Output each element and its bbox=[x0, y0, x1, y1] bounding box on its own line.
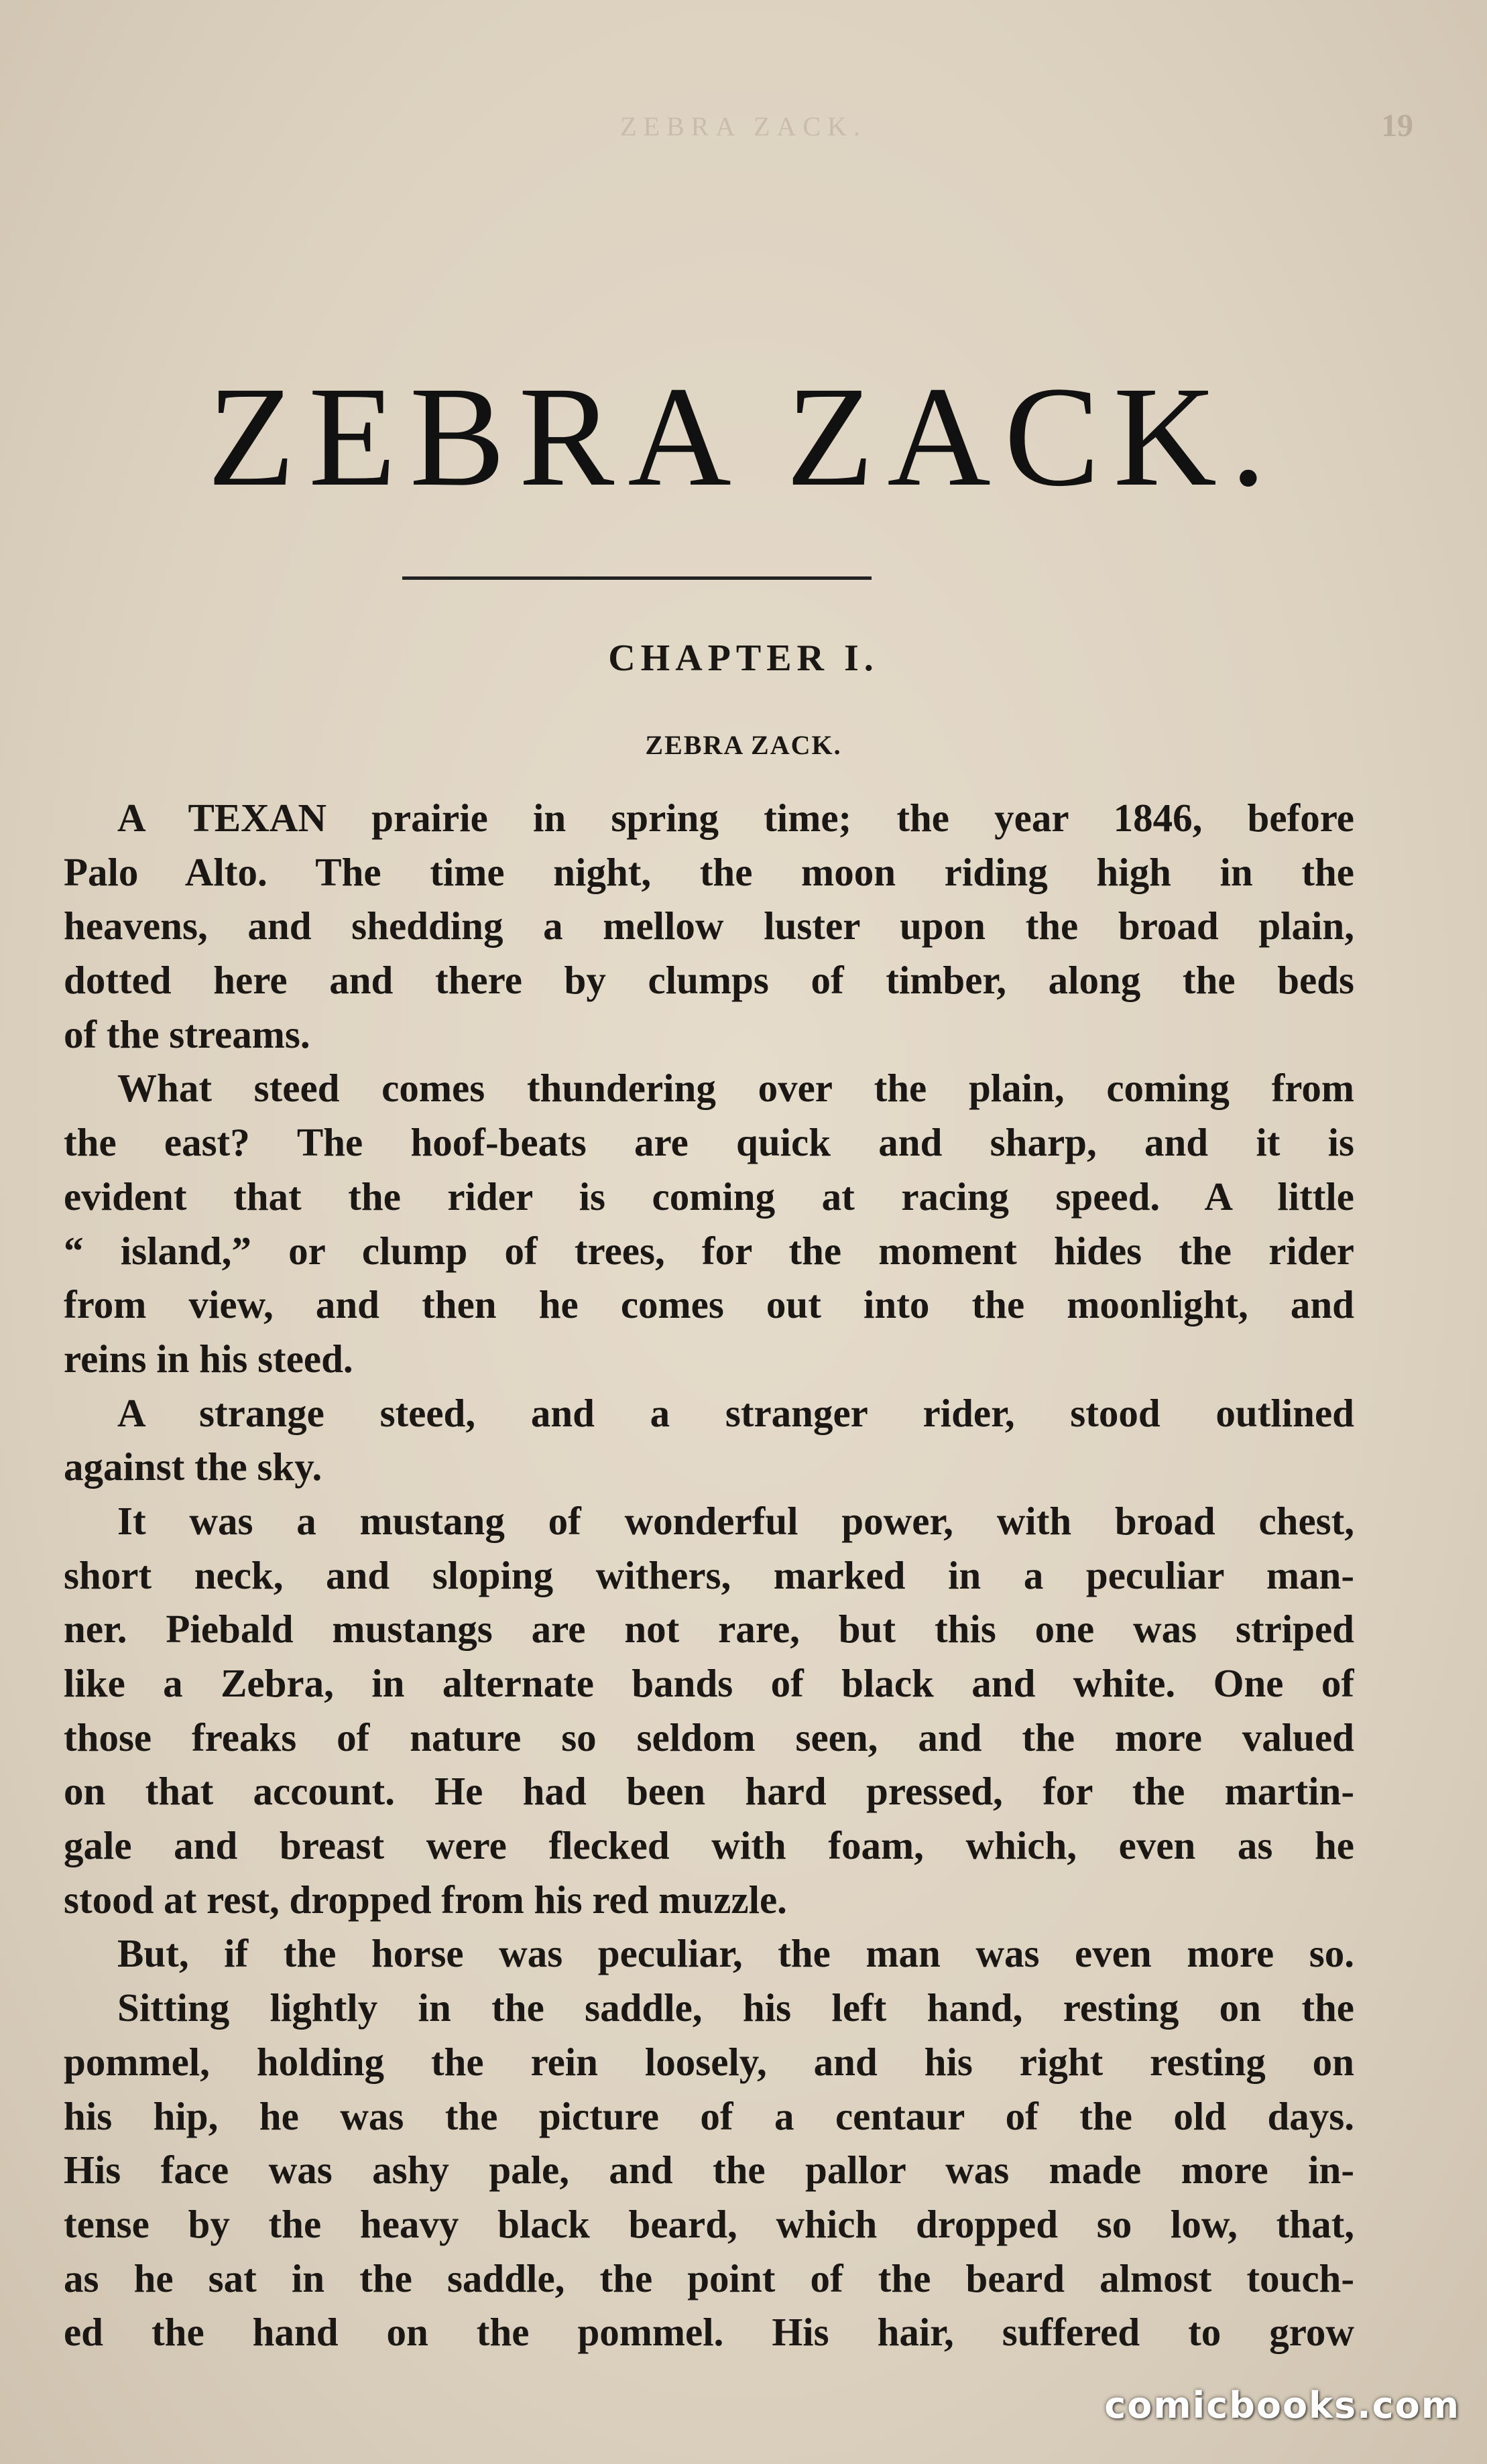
text-line: What steed comes thundering over the plain, coming from bbox=[117, 1066, 1354, 1111]
text-line: stood at rest, dropped from his red muzzle. bbox=[64, 1877, 787, 1922]
text-line: his hip, he was the picture of a centaur of the old days. bbox=[64, 2093, 1354, 2138]
text-line: gale and breast were flecked with foam, which, even as he bbox=[64, 1823, 1354, 1868]
text-line: “ island,” or clump of trees, for the moment hides the rider bbox=[64, 1228, 1354, 1273]
text-line: It was a mustang of wonderful power, with broad chest, bbox=[117, 1498, 1354, 1543]
text-line: ner. Piebald mustangs are not rare, but this one was striped bbox=[64, 1607, 1354, 1652]
text-line: heavens, and shedding a mellow luster upon the broad plain, bbox=[64, 904, 1354, 948]
title-rule bbox=[402, 576, 872, 580]
text-line: on that account. He had been hard pressed, for the martin- bbox=[64, 1769, 1354, 1814]
text-line: reins in his steed. bbox=[64, 1336, 353, 1381]
text-line: those freaks of nature so seldom seen, and the more valued bbox=[64, 1715, 1354, 1760]
text-line: A strange steed, and a stranger rider, stood outlined bbox=[117, 1390, 1354, 1435]
text-line: Palo Alto. The time night, the moon riding high in the bbox=[64, 849, 1354, 894]
text-line: as he sat in the saddle, the point of the beard almost touch- bbox=[64, 2256, 1354, 2300]
text-line: against the sky. bbox=[64, 1444, 322, 1489]
bleed-through-page-number: 19 bbox=[1381, 108, 1413, 143]
text-line: short neck, and sloping withers, marked in a peculiar man- bbox=[64, 1552, 1354, 1597]
bleed-through-header: ZEBRA ZACK. bbox=[620, 111, 867, 141]
text-line: A TEXAN prairie in spring time; the year 1846, before bbox=[117, 796, 1354, 840]
text-line: dotted here and there by clumps of timber, along the beds bbox=[64, 958, 1354, 1003]
text-line: pommel, holding the rein loosely, and his right resting on bbox=[64, 2039, 1354, 2084]
chapter-heading: CHAPTER I. bbox=[608, 637, 879, 679]
text-line: But, if the horse was peculiar, the man was even more so. bbox=[117, 1931, 1354, 1976]
text-line: from view, and then he comes out into the moonlight, and bbox=[64, 1282, 1354, 1327]
book-title: ZEBRA ZACK. bbox=[207, 357, 1280, 516]
body-text bbox=[64, 791, 1354, 2359]
text-line: evident that the rider is coming at racing speed. A little bbox=[64, 1174, 1354, 1219]
text-line: like a Zebra, in alternate bands of black and white. One of bbox=[64, 1661, 1354, 1705]
text-line: ed the hand on the pommel. His hair, suffered to grow bbox=[64, 2310, 1354, 2355]
text-line: the east? The hoof-beats are quick and sharp, and it is bbox=[64, 1120, 1354, 1165]
text-line: tense by the heavy black beard, which dropped so low, that, bbox=[64, 2201, 1354, 2246]
text-line: of the streams. bbox=[64, 1011, 310, 1056]
chapter-subheading: ZEBRA ZACK. bbox=[645, 730, 842, 760]
text-line: Sitting lightly in the saddle, his left hand, resting on the bbox=[117, 1985, 1354, 2030]
watermark: comicbooks.com bbox=[1104, 2384, 1460, 2426]
text-line: His face was ashy pale, and the pallor was made more in- bbox=[64, 2148, 1354, 2193]
